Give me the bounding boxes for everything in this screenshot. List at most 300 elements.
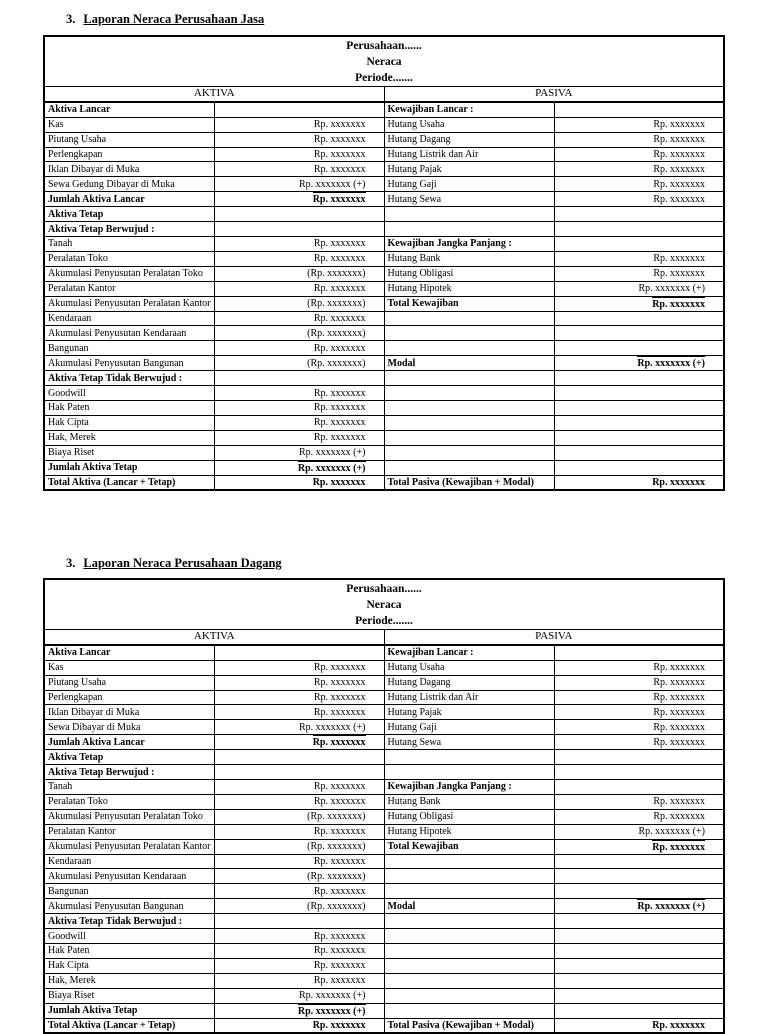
aktiva-account-label: Akumulasi Penyusutan Peralatan Kantor <box>48 298 211 310</box>
pasiva-amount: Rp. xxxxxxx <box>653 163 705 175</box>
aktiva-account-cell <box>44 1018 214 1033</box>
pasiva-amount: Rp. xxxxxxx <box>652 298 705 310</box>
table-row <box>44 296 724 311</box>
aktiva-amount: Rp. xxxxxxx (+) <box>299 990 366 1002</box>
aktiva-amount: Rp. xxxxxxx <box>313 313 366 325</box>
pasiva-account-cell <box>384 675 554 690</box>
pasiva-account-cell <box>384 735 554 750</box>
aktiva-amount-cell <box>214 899 384 914</box>
aktiva-account-cell <box>44 750 214 765</box>
pasiva-account-label: Kewajiban Jangka Panjang : <box>387 781 512 793</box>
section-title-dagang <box>66 556 282 571</box>
statement-header <box>44 579 724 630</box>
pasiva-account-cell <box>384 839 554 854</box>
pasiva-account-label: Modal <box>387 357 416 369</box>
table-row <box>44 780 724 795</box>
aktiva-account-cell <box>44 192 214 207</box>
pasiva-account-label: Hutang Bank <box>387 796 441 808</box>
aktiva-account-cell <box>44 251 214 266</box>
column-header-aktiva <box>44 87 384 102</box>
column-header-aktiva <box>44 630 384 645</box>
pasiva-amount-cell <box>554 750 724 765</box>
pasiva-amount-cell <box>554 958 724 973</box>
aktiva-account-label: Sewa Dibayar di Muka <box>48 721 141 733</box>
pasiva-account-label: Hutang Pajak <box>387 163 442 175</box>
pasiva-account-cell <box>384 326 554 341</box>
aktiva-amount: Rp. xxxxxxx <box>313 134 366 146</box>
column-header-pasiva <box>384 87 724 102</box>
aktiva-amount-cell <box>214 750 384 765</box>
aktiva-account-cell <box>44 356 214 371</box>
pasiva-amount: Rp. xxxxxxx <box>653 736 705 748</box>
aktiva-amount: Rp. xxxxxxx <box>313 387 366 399</box>
pasiva-account-label: Hutang Listrik dan Air <box>387 692 479 703</box>
aktiva-amount: Rp. xxxxxxx (+) <box>297 462 366 474</box>
aktiva-amount-cell <box>214 281 384 296</box>
pasiva-amount-cell <box>554 988 724 1003</box>
pasiva-account-cell <box>384 222 554 237</box>
pasiva-account-cell <box>384 809 554 824</box>
table-row <box>44 311 724 326</box>
pasiva-account-cell <box>384 415 554 430</box>
table-row <box>44 192 724 207</box>
pasiva-account-cell <box>384 645 554 660</box>
pasiva-amount-cell <box>554 266 724 281</box>
statement-header-row <box>44 36 724 87</box>
pasiva-account-cell <box>384 690 554 705</box>
aktiva-amount: Rp. xxxxxxx <box>313 885 366 897</box>
aktiva-amount: Rp. xxxxxxx <box>312 477 366 489</box>
pasiva-account-cell <box>384 1003 554 1018</box>
aktiva-account-cell <box>44 884 214 899</box>
aktiva-account-cell <box>44 102 214 117</box>
aktiva-amount-cell <box>214 356 384 371</box>
pasiva-account-cell <box>384 117 554 132</box>
aktiva-amount-cell <box>214 430 384 445</box>
aktiva-amount: (Rp. xxxxxxx) <box>307 841 366 853</box>
aktiva-amount: Rp. xxxxxxx (+) <box>297 1005 366 1017</box>
aktiva-account-label: Perlengkapan <box>48 692 103 703</box>
pasiva-amount: Rp. xxxxxxx <box>653 193 705 205</box>
table-row <box>44 675 724 690</box>
aktiva-account-cell <box>44 705 214 720</box>
table-row <box>44 266 724 281</box>
table-row <box>44 929 724 944</box>
pasiva-account-cell <box>384 1018 554 1033</box>
aktiva-amount-cell <box>214 251 384 266</box>
pasiva-account-cell <box>384 765 554 780</box>
pasiva-account-cell <box>384 720 554 735</box>
pasiva-amount-cell <box>554 445 724 460</box>
balance-sheet-table-dagang <box>43 578 725 1034</box>
pasiva-account-label: Hutang Hipotek <box>387 826 452 838</box>
pasiva-amount-cell <box>554 1018 724 1033</box>
aktiva-amount: Rp. xxxxxxx <box>313 417 366 429</box>
pasiva-account-cell <box>384 973 554 988</box>
aktiva-account-cell <box>44 944 214 959</box>
pasiva-account-label: Hutang Obligasi <box>387 811 454 823</box>
pasiva-account-cell <box>384 266 554 281</box>
aktiva-amount: Rp. xxxxxxx <box>313 253 366 265</box>
aktiva-amount: (Rp. xxxxxxx) <box>307 900 366 912</box>
aktiva-amount-cell <box>214 177 384 192</box>
pasiva-account-cell <box>384 401 554 416</box>
table-row <box>44 809 724 824</box>
aktiva-account-label: Biaya Riset <box>48 447 95 459</box>
aktiva-account-cell <box>44 281 214 296</box>
pasiva-amount-cell <box>554 222 724 237</box>
pasiva-account-label: Hutang Bank <box>387 253 441 265</box>
aktiva-account-cell <box>44 341 214 356</box>
aktiva-account-label: Akumulasi Penyusutan Bangunan <box>48 357 184 369</box>
pasiva-amount-cell <box>554 460 724 475</box>
aktiva-amount: Rp. xxxxxxx <box>312 194 366 206</box>
pasiva-amount-cell <box>554 117 724 132</box>
pasiva-amount-cell <box>554 914 724 929</box>
aktiva-amount: Rp. xxxxxxx <box>312 737 366 749</box>
aktiva-amount-cell <box>214 102 384 117</box>
aktiva-amount: Rp. xxxxxxx <box>313 432 366 444</box>
pasiva-amount-cell <box>554 371 724 386</box>
pasiva-account-cell <box>384 102 554 117</box>
pasiva-account-cell <box>384 386 554 401</box>
aktiva-account-label: Piutang Usaha <box>48 677 107 689</box>
aktiva-amount-cell <box>214 720 384 735</box>
pasiva-amount: Rp. xxxxxxx <box>653 119 705 131</box>
pasiva-account-label: Hutang Pajak <box>387 706 442 718</box>
table-row <box>44 371 724 386</box>
pasiva-account-label: Hutang Gaji <box>387 721 437 733</box>
statement-header-row <box>44 579 724 630</box>
aktiva-amount-cell <box>214 958 384 973</box>
pasiva-account-cell <box>384 311 554 326</box>
aktiva-amount-cell <box>214 1003 384 1018</box>
pasiva-account-label: Kewajiban Jangka Panjang : <box>387 238 512 250</box>
aktiva-account-label: Iklan Dibayar di Muka <box>48 706 140 718</box>
aktiva-account-label: Peralatan Toko <box>48 796 108 808</box>
pasiva-account-cell <box>384 341 554 356</box>
aktiva-amount-cell <box>214 296 384 311</box>
aktiva-amount-cell <box>214 645 384 660</box>
pasiva-amount: Rp. xxxxxxx (+) <box>637 358 705 370</box>
aktiva-account-label: Aktiva Tetap Berwujud : <box>48 766 155 778</box>
pasiva-account-cell <box>384 237 554 252</box>
aktiva-amount-cell <box>214 839 384 854</box>
aktiva-account-cell <box>44 720 214 735</box>
aktiva-amount-cell <box>214 929 384 944</box>
pasiva-amount-cell <box>554 162 724 177</box>
pasiva-account-cell <box>384 177 554 192</box>
aktiva-account-cell <box>44 958 214 973</box>
pasiva-amount: Rp. xxxxxxx <box>653 706 705 718</box>
aktiva-amount-cell <box>214 675 384 690</box>
table-row <box>44 1018 724 1033</box>
aktiva-account-cell <box>44 973 214 988</box>
aktiva-account-cell <box>44 415 214 430</box>
pasiva-account-cell <box>384 192 554 207</box>
pasiva-account-label: Total Pasiva (Kewajiban + Modal) <box>387 1020 534 1032</box>
table-row <box>44 884 724 899</box>
aktiva-amount-cell <box>214 445 384 460</box>
pasiva-account-label: Total Kewajiban <box>387 298 459 310</box>
pasiva-amount-cell <box>554 854 724 869</box>
aktiva-account-label: Aktiva Lancar <box>48 104 111 116</box>
pasiva-amount-cell <box>554 944 724 959</box>
table-row <box>44 147 724 162</box>
pasiva-amount: Rp. xxxxxxx (+) <box>638 826 705 838</box>
aktiva-amount-cell <box>214 944 384 959</box>
aktiva-account-cell <box>44 899 214 914</box>
aktiva-amount-cell <box>214 1018 384 1033</box>
aktiva-amount: (Rp. xxxxxxx) <box>307 268 366 280</box>
pasiva-account-label: Total Kewajiban <box>387 841 459 853</box>
aktiva-amount: Rp. xxxxxxx <box>313 163 366 175</box>
table-row <box>44 899 724 914</box>
aktiva-account-label: Aktiva Tetap <box>48 208 104 220</box>
header-line-0: Perusahaan...... <box>346 39 422 52</box>
aktiva-amount: Rp. xxxxxxx <box>313 119 366 131</box>
pasiva-amount: Rp. xxxxxxx (+) <box>638 283 705 295</box>
table-row <box>44 460 724 475</box>
aktiva-amount-cell <box>214 326 384 341</box>
aktiva-account-cell <box>44 222 214 237</box>
aktiva-account-cell <box>44 809 214 824</box>
aktiva-account-label: Jumlah Aktiva Lancar <box>48 736 145 748</box>
pasiva-account-cell <box>384 356 554 371</box>
aktiva-amount-cell <box>214 415 384 430</box>
aktiva-amount: Rp. xxxxxxx <box>313 677 366 689</box>
aktiva-account-cell <box>44 460 214 475</box>
aktiva-account-label: Total Aktiva (Lancar + Tetap) <box>48 477 176 489</box>
aktiva-account-cell <box>44 690 214 705</box>
pasiva-amount-cell <box>554 311 724 326</box>
aktiva-amount-cell <box>214 869 384 884</box>
pasiva-amount-cell <box>554 1003 724 1018</box>
pasiva-account-label: Kewajiban Lancar : <box>387 104 474 116</box>
pasiva-amount-cell <box>554 675 724 690</box>
pasiva-amount-cell <box>554 899 724 914</box>
pasiva-amount-cell <box>554 839 724 854</box>
aktiva-amount-cell <box>214 117 384 132</box>
aktiva-amount: Rp. xxxxxxx <box>313 856 366 868</box>
table-row <box>44 430 724 445</box>
aktiva-account-label: Jumlah Aktiva Tetap <box>48 1005 138 1017</box>
aktiva-account-cell <box>44 735 214 750</box>
aktiva-account-cell <box>44 430 214 445</box>
table-row <box>44 177 724 192</box>
aktiva-account-cell <box>44 162 214 177</box>
pasiva-account-cell <box>384 660 554 675</box>
pasiva-amount-cell <box>554 780 724 795</box>
aktiva-account-cell <box>44 132 214 147</box>
table-row <box>44 794 724 809</box>
section-title-text: Laporan Neraca Perusahaan Jasa <box>83 12 265 26</box>
aktiva-account-cell <box>44 401 214 416</box>
aktiva-amount: Rp. xxxxxxx <box>313 781 366 793</box>
table-row <box>44 117 724 132</box>
pasiva-account-cell <box>384 445 554 460</box>
aktiva-amount-cell <box>214 914 384 929</box>
pasiva-amount: Rp. xxxxxxx <box>652 1020 705 1032</box>
aktiva-account-label: Akumulasi Penyusutan Bangunan <box>48 900 184 912</box>
aktiva-account-cell <box>44 311 214 326</box>
table-row <box>44 162 724 177</box>
aktiva-amount-cell <box>214 988 384 1003</box>
aktiva-amount-cell <box>214 735 384 750</box>
table-row <box>44 341 724 356</box>
aktiva-account-cell <box>44 765 214 780</box>
aktiva-account-label: Akumulasi Penyusutan Peralatan Toko <box>48 268 203 280</box>
aktiva-account-label: Tanah <box>48 238 73 250</box>
pasiva-amount: Rp. xxxxxxx (+) <box>637 901 705 913</box>
pasiva-account-label: Total Pasiva (Kewajiban + Modal) <box>387 477 534 489</box>
table-row <box>44 326 724 341</box>
pasiva-amount-cell <box>554 281 724 296</box>
table-row <box>44 475 724 490</box>
pasiva-amount-cell <box>554 884 724 899</box>
aktiva-account-label: Hak, Merek <box>48 975 96 987</box>
pasiva-account-cell <box>384 914 554 929</box>
pasiva-account-cell <box>384 824 554 839</box>
pasiva-account-label: Hutang Sewa <box>387 193 442 205</box>
table-row <box>44 660 724 675</box>
table-row <box>44 445 724 460</box>
aktiva-account-cell <box>44 445 214 460</box>
aktiva-account-label: Akumulasi Penyusutan Kendaraan <box>48 870 187 882</box>
aktiva-account-cell <box>44 371 214 386</box>
column-header-pasiva <box>384 630 724 645</box>
pasiva-amount: Rp. xxxxxxx <box>653 268 705 280</box>
aktiva-account-cell <box>44 386 214 401</box>
pasiva-account-cell <box>384 750 554 765</box>
pasiva-account-cell <box>384 929 554 944</box>
pasiva-account-cell <box>384 794 554 809</box>
table-row <box>44 735 724 750</box>
aktiva-amount-cell <box>214 690 384 705</box>
pasiva-amount: Rp. xxxxxxx <box>653 721 705 733</box>
pasiva-amount-cell <box>554 645 724 660</box>
pasiva-amount-cell <box>554 251 724 266</box>
pasiva-amount-cell <box>554 809 724 824</box>
table-row <box>44 854 724 869</box>
aktiva-label: AKTIVA <box>193 630 235 643</box>
table-row <box>44 765 724 780</box>
aktiva-amount-cell <box>214 147 384 162</box>
pasiva-account-label: Kewajiban Lancar : <box>387 647 474 659</box>
aktiva-account-label: Aktiva Tetap Tidak Berwujud : <box>48 372 183 384</box>
pasiva-amount-cell <box>554 237 724 252</box>
section-title-text: Laporan Neraca Perusahaan Dagang <box>83 556 282 570</box>
pasiva-account-cell <box>384 147 554 162</box>
table-row <box>44 869 724 884</box>
aktiva-account-cell <box>44 780 214 795</box>
aktiva-amount: Rp. xxxxxxx (+) <box>299 178 366 190</box>
table-row <box>44 824 724 839</box>
pasiva-account-cell <box>384 296 554 311</box>
table-row <box>44 237 724 252</box>
aktiva-amount: Rp. xxxxxxx <box>313 402 366 414</box>
pasiva-amount-cell <box>554 102 724 117</box>
aktiva-account-cell <box>44 147 214 162</box>
pasiva-amount-cell <box>554 735 724 750</box>
pasiva-amount: Rp. xxxxxxx <box>652 477 705 489</box>
aktiva-account-label: Hak Cipta <box>48 417 89 429</box>
pasiva-amount-cell <box>554 475 724 490</box>
table-row <box>44 1003 724 1018</box>
pasiva-amount: Rp. xxxxxxx <box>653 178 705 190</box>
pasiva-account-cell <box>384 944 554 959</box>
aktiva-account-label: Biaya Riset <box>48 990 95 1002</box>
aktiva-amount: Rp. xxxxxxx (+) <box>299 447 366 459</box>
table-row <box>44 705 724 720</box>
section-number: 3. <box>66 12 76 26</box>
aktiva-account-label: Kendaraan <box>48 856 92 868</box>
aktiva-account-label: Hak Paten <box>48 402 90 414</box>
pasiva-amount: Rp. xxxxxxx <box>653 811 705 823</box>
aktiva-amount: Rp. xxxxxxx <box>313 945 366 957</box>
header-line-2: Periode....... <box>355 614 413 627</box>
aktiva-account-label: Tanah <box>48 781 73 793</box>
pasiva-amount-cell <box>554 207 724 222</box>
aktiva-account-cell <box>44 929 214 944</box>
table-row <box>44 132 724 147</box>
aktiva-amount-cell <box>214 854 384 869</box>
aktiva-account-label: Perlengkapan <box>48 149 103 160</box>
table-row <box>44 401 724 416</box>
aktiva-account-label: Iklan Dibayar di Muka <box>48 163 140 175</box>
pasiva-amount-cell <box>554 296 724 311</box>
aktiva-amount: Rp. xxxxxxx <box>313 930 366 942</box>
pasiva-account-cell <box>384 162 554 177</box>
aktiva-amount: Rp. xxxxxxx <box>312 1020 366 1032</box>
pasiva-label: PASIVA <box>535 87 573 100</box>
pasiva-account-label: Hutang Hipotek <box>387 283 452 295</box>
table-row <box>44 356 724 371</box>
aktiva-amount: Rp. xxxxxxx <box>313 692 366 703</box>
pasiva-account-cell <box>384 430 554 445</box>
aktiva-account-label: Goodwill <box>48 387 86 399</box>
pasiva-amount-cell <box>554 341 724 356</box>
pasiva-account-label: Hutang Dagang <box>387 677 451 689</box>
header-line-1: Neraca <box>366 598 402 611</box>
pasiva-account-cell <box>384 207 554 222</box>
aktiva-amount-cell <box>214 341 384 356</box>
aktiva-amount-cell <box>214 311 384 326</box>
pasiva-account-cell <box>384 854 554 869</box>
pasiva-amount-cell <box>554 415 724 430</box>
pasiva-amount-cell <box>554 356 724 371</box>
aktiva-amount-cell <box>214 794 384 809</box>
aktiva-account-label: Sewa Gedung Dibayar di Muka <box>48 178 175 190</box>
aktiva-amount-cell <box>214 475 384 490</box>
table-row <box>44 973 724 988</box>
pasiva-amount-cell <box>554 690 724 705</box>
pasiva-amount-cell <box>554 720 724 735</box>
aktiva-amount: (Rp. xxxxxxx) <box>307 811 366 823</box>
pasiva-amount: Rp. xxxxxxx <box>652 841 705 853</box>
pasiva-account-label: Hutang Listrik dan Air <box>387 149 479 160</box>
aktiva-account-cell <box>44 869 214 884</box>
aktiva-amount: Rp. xxxxxxx (+) <box>299 721 366 733</box>
pasiva-account-cell <box>384 132 554 147</box>
aktiva-amount-cell <box>214 222 384 237</box>
section-number: 3. <box>66 556 76 570</box>
pasiva-amount: Rp. xxxxxxx <box>653 149 705 160</box>
aktiva-amount: Rp. xxxxxxx <box>313 149 366 160</box>
aktiva-amount: Rp. xxxxxxx <box>313 796 366 808</box>
aktiva-amount-cell <box>214 371 384 386</box>
pasiva-amount-cell <box>554 132 724 147</box>
